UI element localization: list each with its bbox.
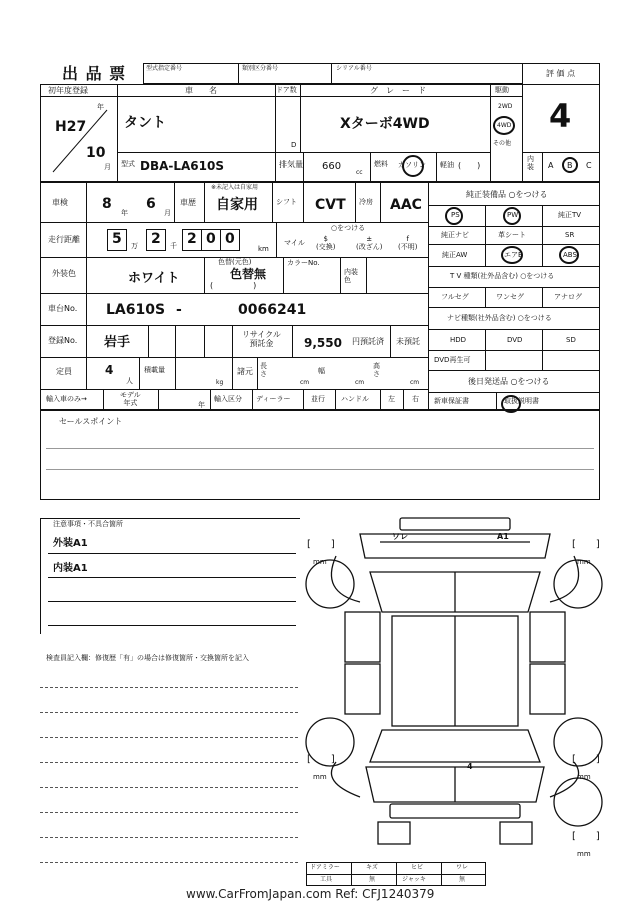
ps-circle	[445, 207, 463, 225]
repaint-value: 色替無	[230, 267, 267, 281]
registration-value: 岩手	[104, 335, 131, 350]
sales-point-label: セールスポイント	[59, 417, 123, 426]
mileage-digit-1: 5	[112, 231, 122, 247]
doors-label: ドア数	[276, 86, 297, 94]
chassis-model: LA610S	[106, 302, 166, 318]
pw-circle	[503, 207, 521, 225]
equip-title: 純正装備品 ○をつける	[466, 190, 548, 199]
notes-title: 注意事項・不具合箇所	[53, 520, 123, 528]
drive-label: 駆動	[495, 86, 509, 94]
history-value: 自家用	[216, 197, 258, 213]
first-reg-year: H27	[55, 119, 87, 135]
note-exterior: 外装A1	[53, 538, 88, 549]
car-body-diagram	[300, 512, 610, 862]
header-id-fields	[143, 63, 523, 84]
ac-value: AAC	[390, 197, 422, 213]
grade-label: グ レ ー ド	[370, 86, 426, 95]
note-interior: 内装A1	[53, 563, 88, 574]
mark-4: 4	[467, 762, 473, 771]
inspector-label: 検査員記入欄：修復歴「有」の場合は修復箇所・交換箇所を記入	[46, 654, 249, 662]
capacity-value: 4	[105, 363, 114, 377]
watermark-text: www.CarFromJapan.com Ref: CFJ1240379	[186, 887, 435, 901]
car-name: タント	[124, 115, 166, 131]
recycle-amount: 9,550	[304, 336, 342, 350]
car-name-label: 車 名	[185, 86, 217, 95]
mileage-digit-4: 0	[206, 231, 216, 247]
interior-grade-a: A	[548, 161, 554, 170]
inspection-month: 6	[146, 196, 156, 212]
interior-b-circle	[562, 157, 578, 173]
chassis-number: 0066241	[238, 302, 307, 318]
first-reg-month: 10	[86, 145, 106, 161]
exterior-color: ホワイト	[128, 271, 180, 286]
fuel-gasoline-circle	[402, 155, 424, 177]
shift-value: CVT	[315, 197, 346, 213]
mark-ware: ワレ	[392, 532, 408, 541]
fuel-gasoline: ガソリン	[398, 161, 426, 169]
mileage-digit-3: 2	[187, 231, 197, 247]
sales-point-box	[40, 410, 600, 500]
mileage-digit-2: 2	[151, 231, 161, 247]
abs-circle	[559, 246, 579, 264]
class-number-label: 類別区分番号	[242, 65, 279, 72]
displacement: 660	[322, 161, 342, 172]
model-code: DBA-LA610S	[140, 159, 224, 173]
serial-number-label: シリアル番号	[336, 65, 372, 72]
interior-grade-b: B	[567, 161, 573, 170]
airbag-circle	[501, 246, 523, 264]
first-reg-label: 初年度登録	[48, 86, 88, 95]
drive-4wd-circle	[493, 116, 515, 135]
form-title: 出 品 票	[62, 64, 127, 83]
notes-box	[40, 518, 300, 634]
grade-value: Xターボ4WD	[340, 116, 430, 132]
inspection-year: 8	[102, 196, 112, 212]
mark-a1: A1	[497, 532, 509, 541]
mileage-digit-5: 0	[225, 231, 235, 247]
interior-grade-c: C	[586, 161, 592, 170]
score-value: 4	[549, 97, 572, 135]
score-label: 評 価 点	[546, 69, 576, 78]
type-designation-label: 型式指定番号	[146, 65, 183, 72]
